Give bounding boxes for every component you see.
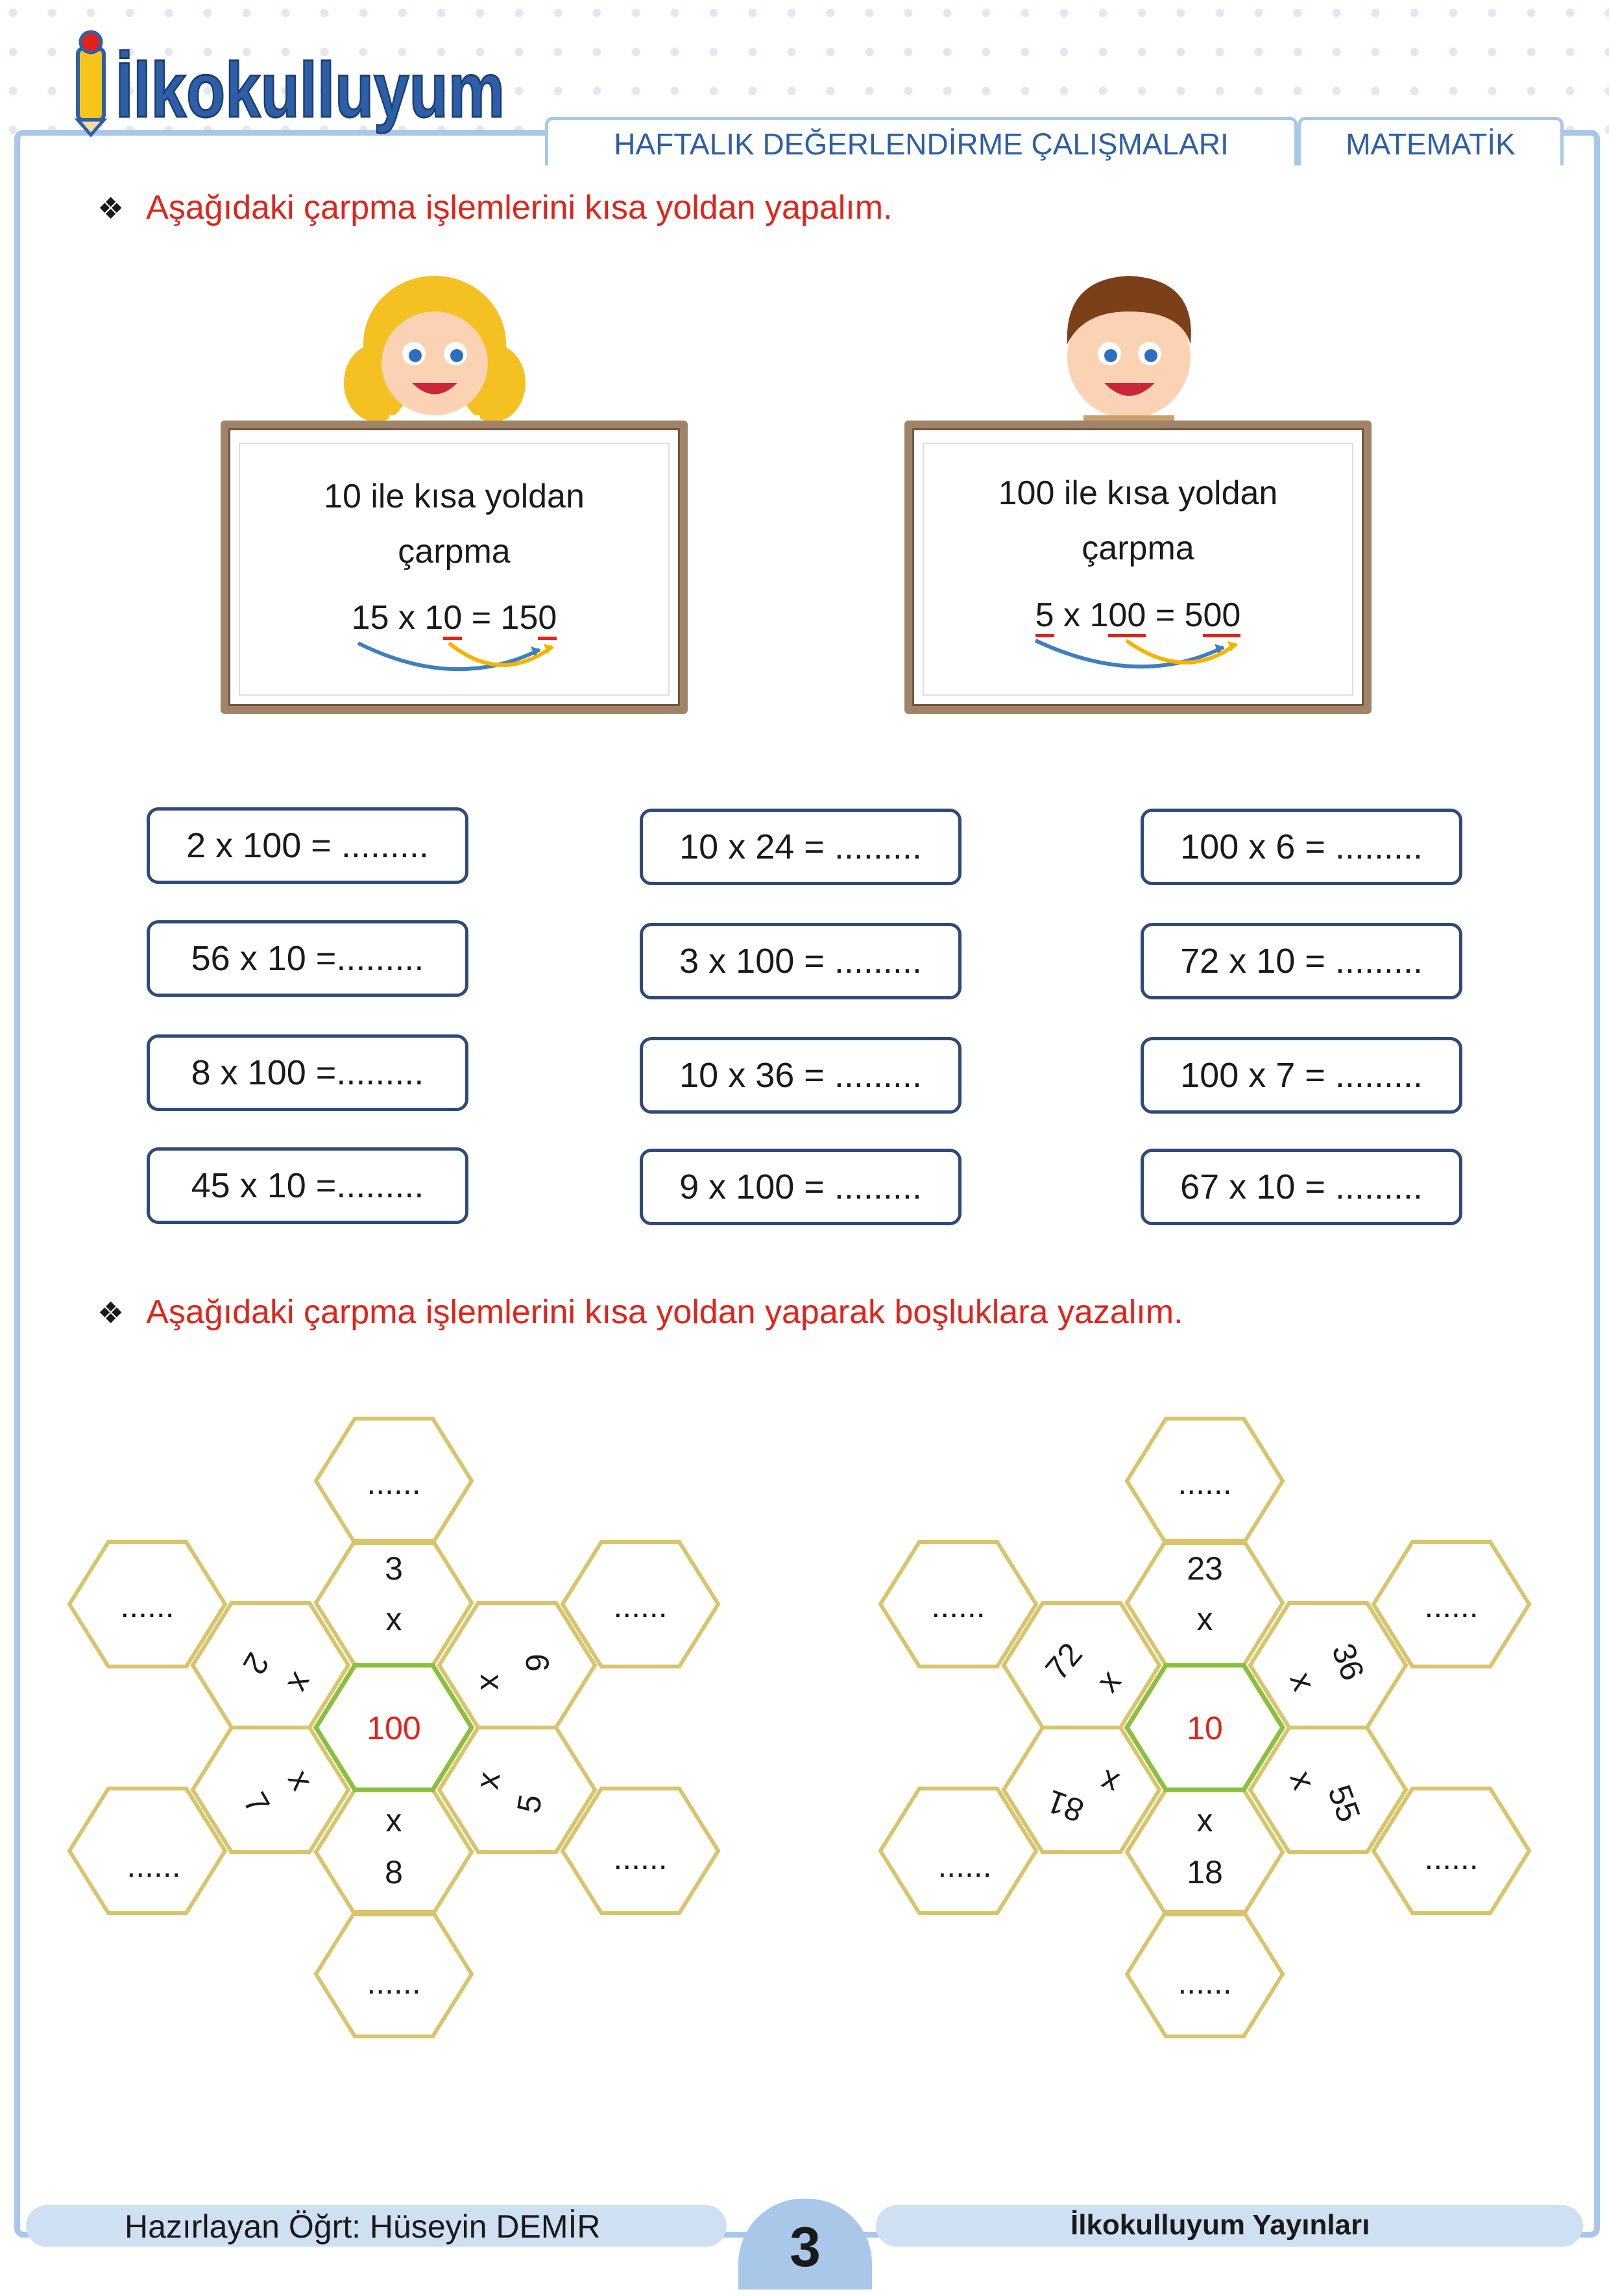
exercise-box[interactable]: 100 x 6 = ......... xyxy=(1141,809,1462,885)
exercise-box[interactable]: 2 x 100 = ......... xyxy=(147,807,468,884)
hex-puzzles xyxy=(0,1395,1609,2044)
blank-answer: ...... xyxy=(613,1588,668,1624)
board-100-line1: 100 ile kısa yoldan xyxy=(998,474,1278,512)
arrows-icon xyxy=(352,640,566,685)
operator: x xyxy=(385,1802,402,1838)
exercise-box[interactable]: 10 x 24 = ......... xyxy=(640,809,962,885)
exercise-box[interactable]: 3 x 100 = ......... xyxy=(640,923,962,999)
blank-answer: ...... xyxy=(1424,1840,1479,1876)
operator: x xyxy=(385,1601,402,1637)
factor-upper-right: 36 xyxy=(1324,1639,1372,1685)
subject-label: MATEMATİK xyxy=(1346,127,1516,161)
operator: x xyxy=(1283,1766,1323,1794)
operator: x xyxy=(1196,1601,1213,1637)
blank-answer: ...... xyxy=(120,1588,175,1624)
right-flower xyxy=(880,1419,1529,2036)
bullet-icon: ❖ xyxy=(97,191,125,225)
operator: x xyxy=(281,1667,321,1700)
header-tab-title xyxy=(545,117,1298,165)
exercise-box[interactable]: 67 x 10 = ......... xyxy=(1141,1149,1462,1225)
weekly-evaluation-title: HAFTALIK DEĞERLENDİRME ÇALIŞMALARI xyxy=(614,127,1229,161)
instruction-1-text: Aşağıdaki çarpma işlemlerini kısa yoldan yapalım. xyxy=(146,189,893,226)
example-board-10 xyxy=(221,421,688,714)
header-tab-subject xyxy=(1298,117,1564,165)
publisher-name: İlkokulluyum Yayınları xyxy=(1071,2209,1370,2241)
operator: x xyxy=(1095,1763,1124,1803)
exercise-box[interactable]: 10 x 36 = ......... xyxy=(640,1037,962,1114)
exercise-box[interactable]: 72 x 10 = ......... xyxy=(1141,923,1462,999)
exercise-box[interactable]: 45 x 10 =......... xyxy=(147,1147,468,1224)
factor-upper-right: 6 xyxy=(519,1654,555,1672)
instruction-2-text: Aşağıdaki çarpma işlemlerini kısa yoldan yaparak boşluklara yazalım. xyxy=(146,1293,1183,1331)
example-board-100 xyxy=(904,421,1372,714)
blank-answer: ...... xyxy=(1178,1964,1232,2001)
factor-top: 3 xyxy=(385,1550,403,1587)
factor-lower-left: 7 xyxy=(236,1786,277,1820)
board-10-line1: 10 ile kısa yoldan xyxy=(324,478,585,515)
operator: x xyxy=(1196,1802,1213,1838)
factor-lower-right: 55 xyxy=(1320,1780,1368,1827)
girl-character-icon xyxy=(337,273,532,428)
factor-top: 23 xyxy=(1187,1550,1223,1587)
factor-lower-right: 5 xyxy=(510,1791,550,1816)
blank-answer: ...... xyxy=(931,1588,986,1624)
blank-answer: ...... xyxy=(1424,1588,1479,1624)
exercise-box[interactable]: 100 x 7 = ......... xyxy=(1141,1037,1462,1114)
board-10-equation: 15 x 10 = 150 xyxy=(228,598,680,637)
blank-answer: ...... xyxy=(127,1848,181,1884)
instruction-2 xyxy=(97,1293,1183,1332)
exercise-box[interactable]: 8 x 100 =......... xyxy=(147,1034,468,1111)
operator: x xyxy=(474,1674,510,1691)
instruction-1 xyxy=(97,188,893,227)
page-number: 3 xyxy=(738,2199,872,2290)
left-flower xyxy=(69,1419,718,2036)
blank-answer: ...... xyxy=(938,1848,992,1884)
author-credit: Hazırlayan Öğrt: Hüseyin DEMİR xyxy=(125,2208,601,2245)
logo-text: İlkokulluyum xyxy=(115,47,505,134)
board-100-equation: 5 x 100 = 500 xyxy=(912,596,1364,635)
operator: x xyxy=(1089,1663,1128,1699)
factor-lower-left: 81 xyxy=(1042,1782,1089,1829)
operator: x xyxy=(468,1769,507,1792)
factor-upper-left: 2 xyxy=(236,1646,276,1681)
blank-answer: ...... xyxy=(367,1465,421,1501)
exercise-box[interactable]: 9 x 100 = ......... xyxy=(640,1149,962,1225)
board-10-line2: çarpma xyxy=(398,533,511,570)
center-number: 10 xyxy=(1187,1710,1223,1746)
factor-bottom: 18 xyxy=(1187,1854,1223,1890)
exercise-box[interactable]: 56 x 10 =......... xyxy=(147,920,468,997)
board-100-line2: çarpma xyxy=(1082,530,1194,567)
factor-upper-left: 72 xyxy=(1038,1635,1090,1687)
pencil-icon xyxy=(78,32,104,135)
operator: x xyxy=(1283,1667,1323,1696)
blank-answer: ...... xyxy=(367,1964,421,2001)
operator: x xyxy=(281,1763,321,1796)
blank-answer: ...... xyxy=(613,1840,668,1876)
factor-bottom: 8 xyxy=(385,1854,403,1890)
center-number: 100 xyxy=(367,1710,421,1746)
arrows-icon xyxy=(1029,637,1250,683)
bullet-icon: ❖ xyxy=(97,1296,125,1330)
boy-character-icon xyxy=(1045,266,1213,428)
blank-answer: ...... xyxy=(1178,1465,1232,1501)
logo xyxy=(65,26,519,136)
